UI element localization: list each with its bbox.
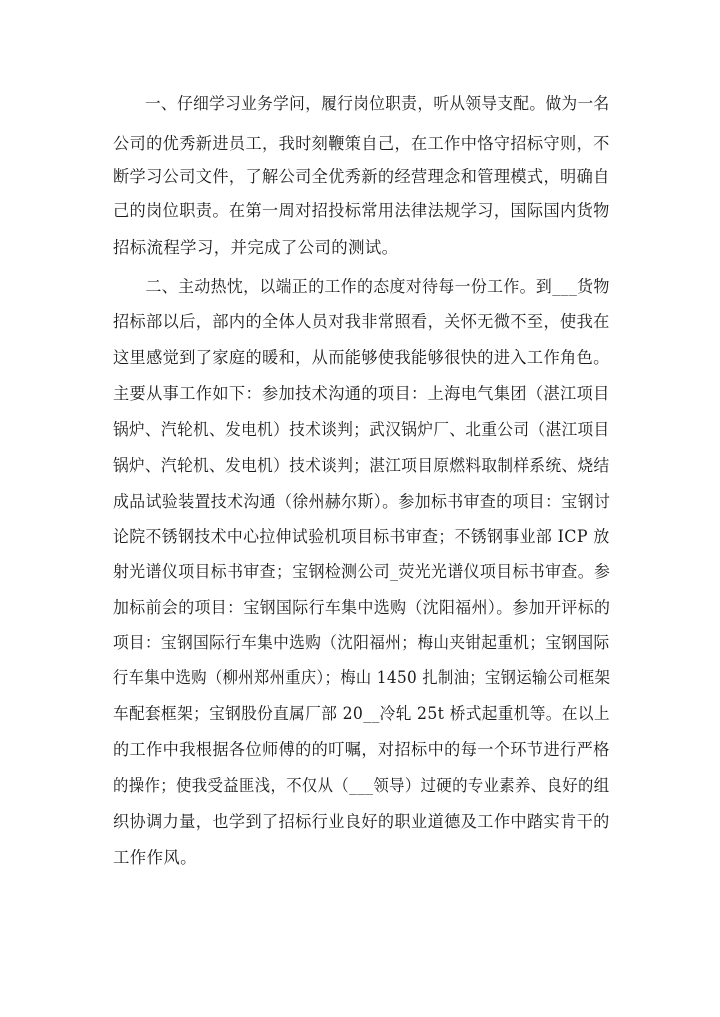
paragraph-2-line-11: 项目：宝钢国际行车集中选购（沈阳福州；梅山夹钳起重机；宝钢国际	[113, 633, 610, 652]
paragraph-2-line-13: 车配套框架；宝钢股份直属厂部 20__冷轧 25t 桥式起重机等。在以上	[113, 704, 610, 723]
paragraph-2-line-17: 工作作风。	[113, 848, 197, 867]
paragraph-2-line-5: 锅炉、汽轮机、发电机）技术谈判；武汉锅炉厂、北重公司（湛江项目	[113, 420, 610, 439]
paragraph-2-line-8: 论院不锈钢技术中心拉伸试验机项目标书审查；不锈钢事业部 ICP 放	[113, 527, 610, 546]
paragraph-2-line-2: 招标部以后，部内的全体人员对我非常照看，关怀无微不至，使我在	[113, 312, 610, 331]
paragraph-2-line-12: 行车集中选购（柳州郑州重庆）；梅山 1450 扎制油；宝钢运输公司框架	[113, 668, 611, 687]
paragraph-2-line-10: 加标前会的项目：宝钢国际行车集中选购（沈阳福州）。参加开评标的	[113, 598, 611, 617]
paragraph-2-line-3: 这里感觉到了家庭的暖和，从而能够使我能够很快的进入工作角色。	[113, 348, 610, 367]
paragraph-1-line-4: 己的岗位职责。在第一周对招投标常用法律法规学习，国际国内货物	[113, 201, 610, 220]
paragraph-1-line-2: 公司的优秀新进员工，我时刻鞭策自己，在工作中恪守招标守则，不	[113, 134, 610, 153]
paragraph-2-line-15: 的操作；使我受益匪浅，不仅从（___领导）过硬的专业素养、良好的组	[113, 776, 610, 795]
paragraph-1-line-5: 招标流程学习，并完成了公司的测试。	[113, 238, 399, 257]
paragraph-2-line-7: 成品试验装置技术沟通（徐州赫尔斯）。参加标书审查的项目：宝钢讨	[113, 492, 611, 511]
paragraph-2-line-1: 二、主动热忱，以端正的工作的态度对待每一份工作。到___货物	[113, 277, 610, 296]
paragraph-2-line-6: 锅炉、汽轮机、发电机）技术谈判；湛江项目原燃料取制样系统、烧结	[113, 456, 610, 475]
paragraph-2-line-16: 织协调力量，也学到了招标行业良好的职业道德及工作中踏实肯干的	[113, 812, 610, 831]
paragraph-2-line-4: 主要从事工作如下：参加技术沟通的项目：上海电气集团（湛江项目	[113, 384, 610, 403]
paragraph-1-line-3: 断学习公司文件，了解公司全优秀新的经营理念和管理模式，明确自	[113, 167, 610, 186]
paragraph-2-line-14: 的工作中我根据各位师傅的的叮嘱，对招标中的每一个环节进行严格	[113, 740, 610, 759]
paragraph-2-line-9: 射光谱仪项目标书审查；宝钢检测公司_荧光光谱仪项目标书审查。参	[113, 562, 611, 581]
paragraph-1-line-1: 一、仔细学习业务学问，履行岗位职责，听从领导支配。做为一名	[113, 94, 610, 113]
